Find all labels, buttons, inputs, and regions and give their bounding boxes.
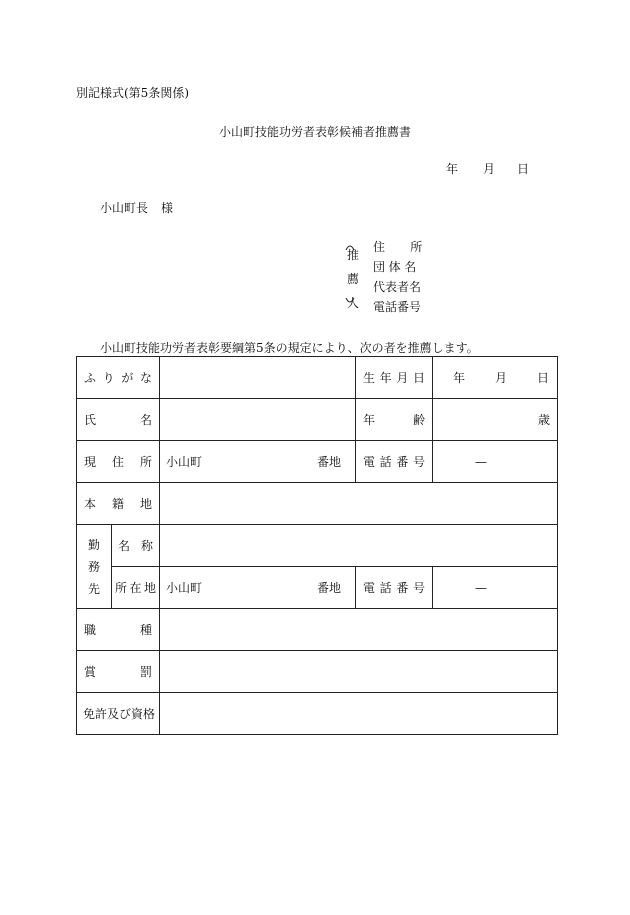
workplace-label-char: 先	[87, 581, 100, 596]
birth-month-label: 月	[494, 371, 507, 385]
address-town: 小山町	[166, 455, 203, 469]
phone-value[interactable]	[433, 441, 558, 483]
work-phone-value[interactable]	[433, 567, 558, 609]
birthdate-value[interactable]	[433, 357, 558, 399]
work-town: 小山町	[166, 581, 203, 595]
workplace-label-char: 務	[87, 559, 100, 574]
name-label: 氏名	[77, 399, 160, 441]
recommender-label-char: 推	[347, 248, 360, 262]
table-row	[77, 525, 558, 567]
workplace-label	[77, 525, 112, 609]
addressee-name: 小山町長	[100, 201, 149, 215]
furigana-value[interactable]	[160, 357, 356, 399]
table-row	[77, 609, 558, 651]
document-title: 小山町技能功労者表彰候補者推薦書	[218, 125, 411, 139]
work-name-value[interactable]	[160, 525, 558, 567]
work-phone-label: 電話番号	[356, 567, 433, 609]
table-row	[77, 399, 558, 441]
work-banchi: 番地	[317, 581, 342, 595]
addressee	[100, 199, 173, 216]
age-label: 年齢	[356, 399, 433, 441]
birth-day-label: 日	[537, 371, 550, 385]
address-banchi: 番地	[317, 455, 342, 469]
work-location-value[interactable]	[160, 567, 356, 609]
work-location-label: 所在地	[112, 567, 160, 609]
age-value[interactable]	[433, 399, 558, 441]
license-value[interactable]	[160, 693, 558, 735]
honseki-label: 本籍地	[77, 483, 160, 525]
recommender-phone-label: 電話番号	[373, 300, 422, 314]
table-row	[77, 567, 558, 609]
work-name-label: 名称	[112, 525, 160, 567]
phone-dash: —	[475, 454, 488, 469]
honseki-value[interactable]	[160, 483, 558, 525]
table-row	[77, 441, 558, 483]
table-row	[77, 651, 558, 693]
work-phone-dash: —	[475, 580, 488, 595]
name-value[interactable]	[160, 399, 356, 441]
address-label: 現住所	[77, 441, 160, 483]
furigana-label: ふりがな	[77, 357, 160, 399]
date-year-label: 年	[446, 162, 459, 176]
table-row	[77, 483, 558, 525]
recommender-group-label: 団体名	[373, 260, 420, 274]
date-month-label: 月	[483, 162, 496, 176]
reward-label: 賞罰	[77, 651, 160, 693]
occupation-value[interactable]	[160, 609, 558, 651]
recommender-label-char: 薦	[347, 272, 360, 286]
recommender-representative-label: 代表者名	[373, 280, 422, 294]
date-day-label: 日	[517, 162, 530, 176]
nominee-table	[76, 356, 558, 735]
reward-value[interactable]	[160, 651, 558, 693]
paren-close-icon	[344, 296, 356, 308]
address-value[interactable]	[160, 441, 356, 483]
recommender-label-char: 人	[347, 296, 360, 310]
age-unit: 歳	[538, 413, 551, 427]
form-code: 別記様式(第5条関係)	[76, 86, 189, 100]
table-row	[77, 693, 558, 735]
occupation-label: 職種	[77, 609, 160, 651]
addressee-honorific: 様	[161, 201, 174, 215]
phone-label: 電話番号	[356, 441, 433, 483]
statement-text: 小山町技能功労者表彰要綱第5条の規定により、次の者を推薦します。	[100, 341, 479, 355]
recommender-address-label: 住 所	[373, 240, 429, 254]
table-row	[77, 357, 558, 399]
license-label: 免許及び資格	[77, 693, 160, 735]
birth-year-label: 年	[452, 371, 465, 385]
birthdate-label: 生年月日	[356, 357, 433, 399]
workplace-label-char: 勤	[87, 537, 100, 552]
